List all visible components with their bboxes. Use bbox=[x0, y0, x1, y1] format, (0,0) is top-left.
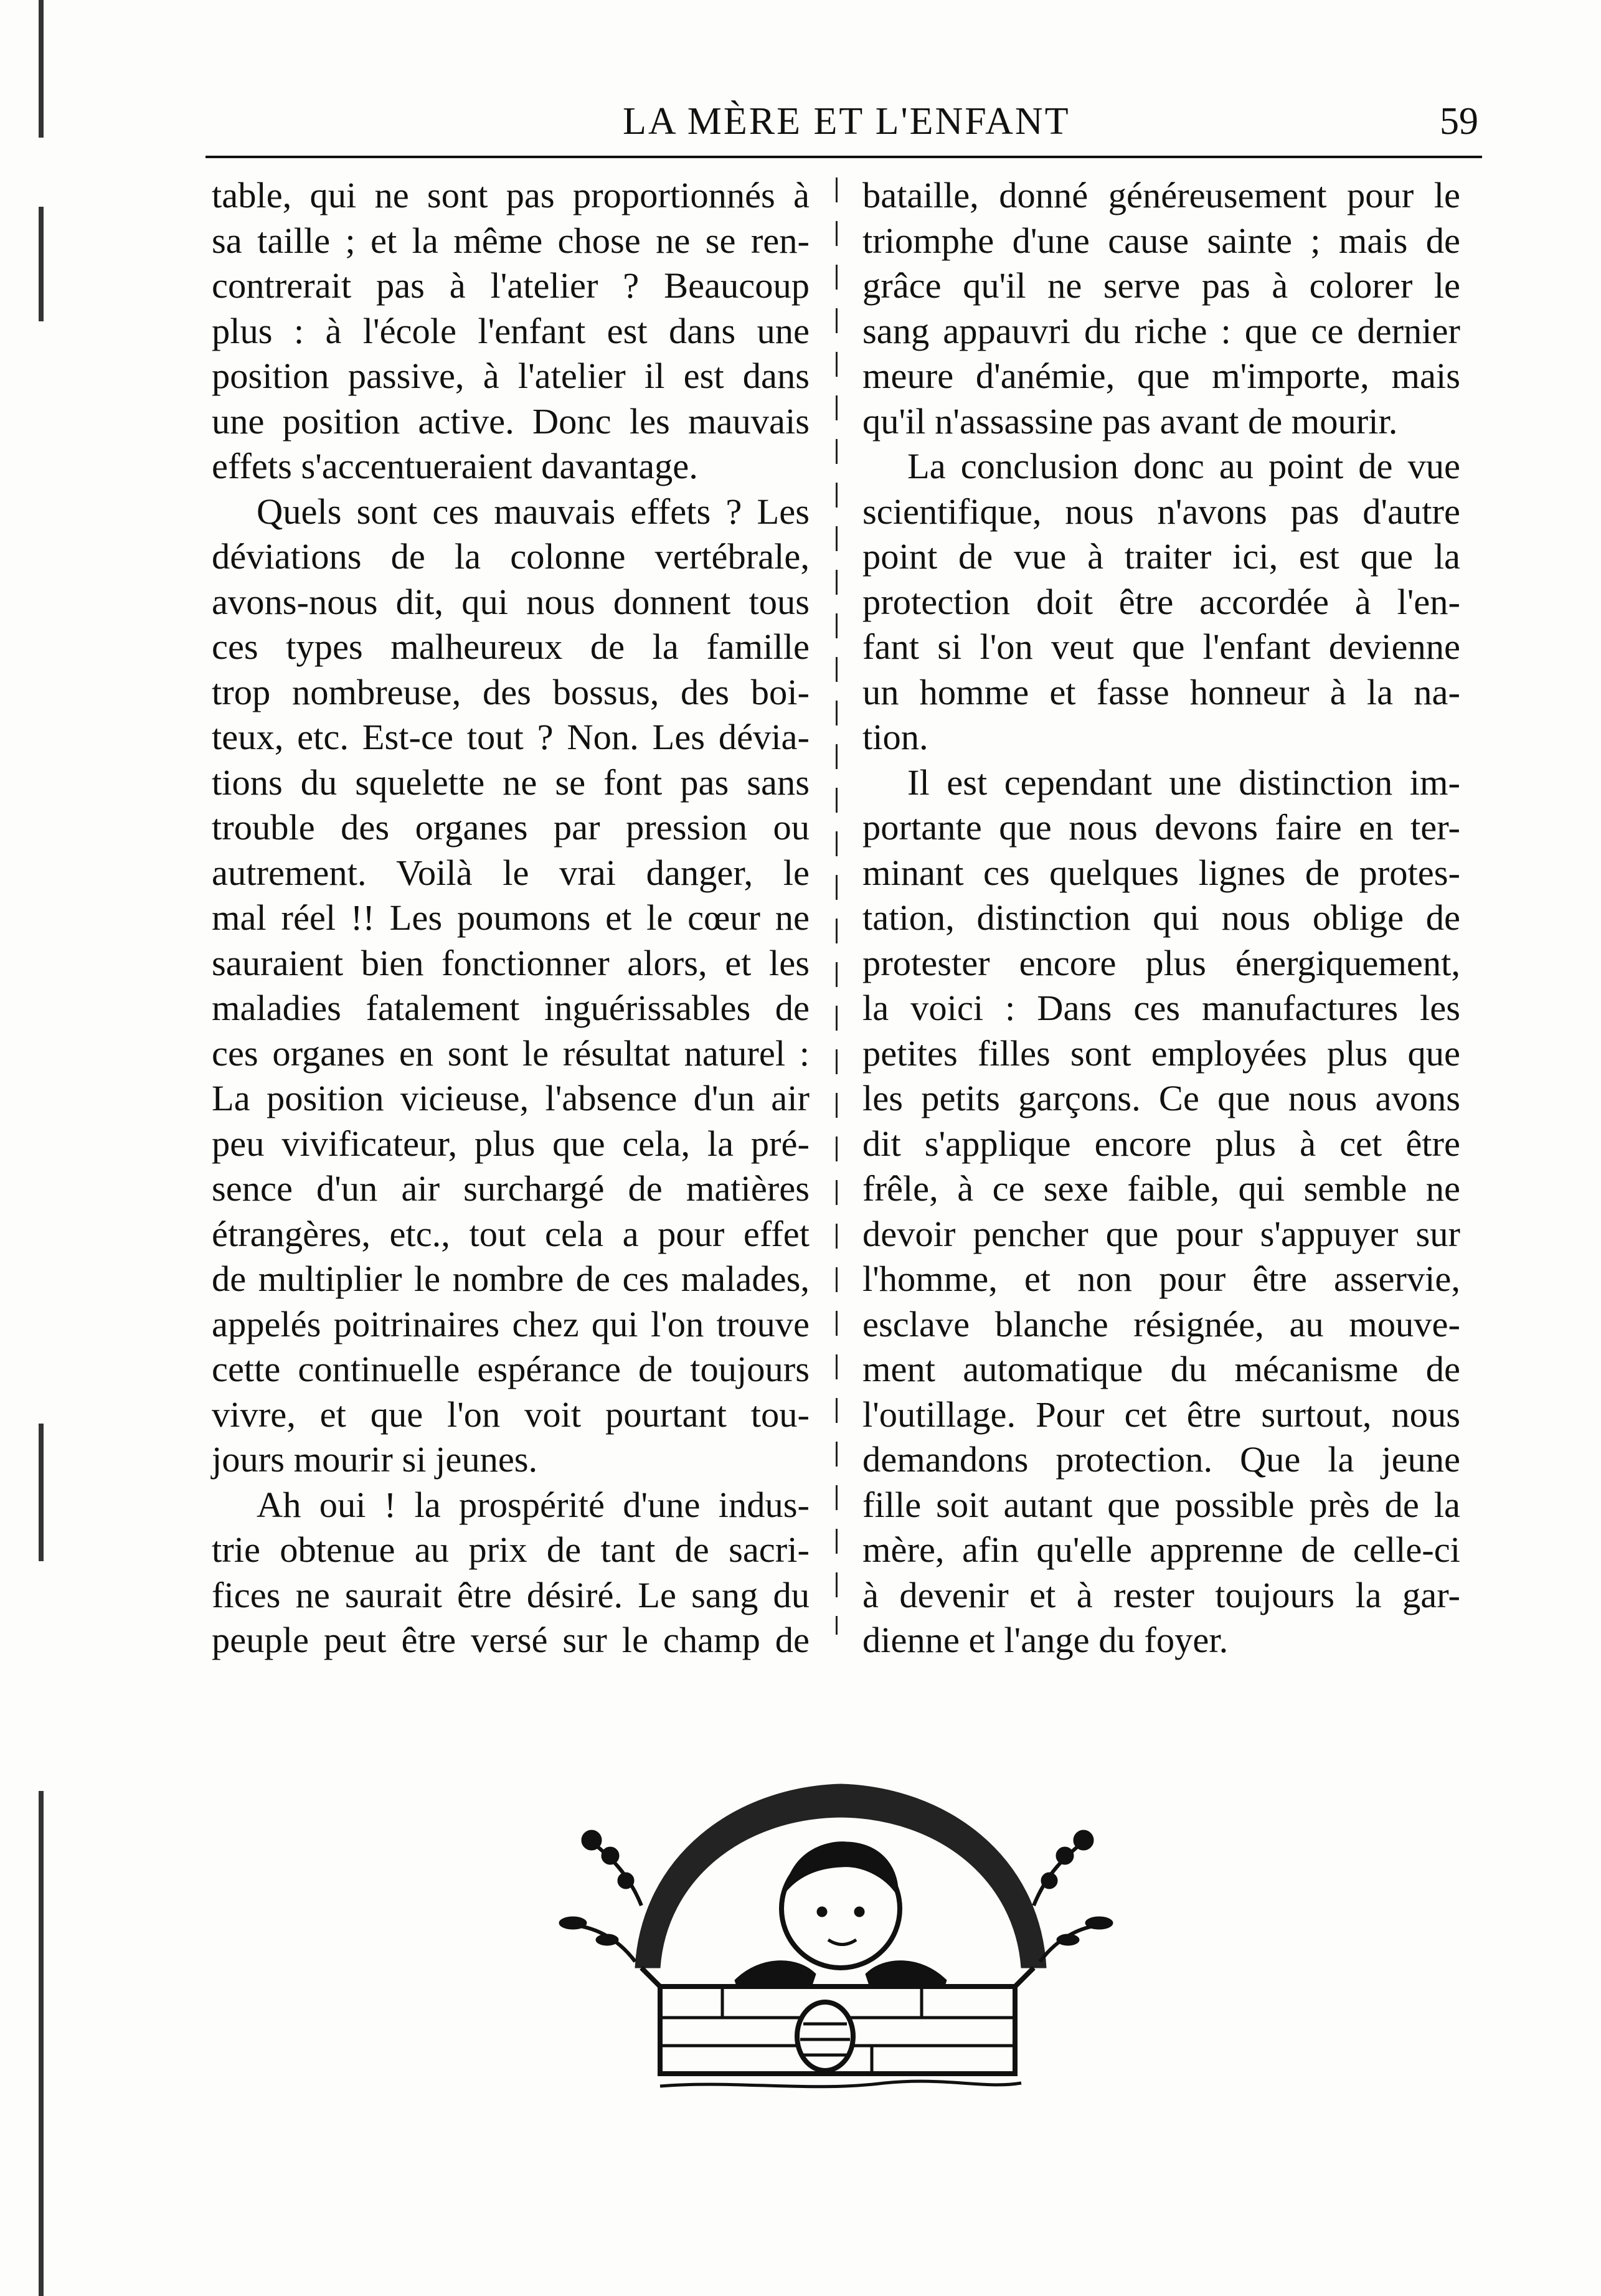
text-line: grâce qu'il ne serve pas à colorer le bbox=[862, 265, 1460, 306]
text-line: frêle, à ce sexe faible, qui semble ne bbox=[862, 1168, 1460, 1209]
text-line: sang appauvri du riche : que ce dernier bbox=[862, 310, 1460, 351]
text-line: plus : à l'école l'enfant est dans une bbox=[212, 310, 810, 351]
text-line: ces types malheureux de la famille bbox=[212, 626, 810, 667]
text-line: fille soit autant que possible près de la bbox=[862, 1484, 1460, 1525]
text-line: minant ces quelques lignes de protes- bbox=[862, 852, 1460, 893]
text-line: tion. bbox=[862, 717, 928, 757]
text-line: l'homme, et non pour être asservie, bbox=[862, 1259, 1460, 1299]
text-line: appelés poitrinaires chez qui l'on trouve bbox=[212, 1303, 810, 1344]
text-line: peuple peut être versé sur le champ de bbox=[212, 1620, 810, 1660]
text-line: dit s'applique encore plus à cet être bbox=[862, 1123, 1460, 1164]
text-line: trop nombreuse, des bossus, des boi- bbox=[212, 671, 810, 712]
text-line: triomphe d'une cause sainte ; mais de bbox=[862, 220, 1460, 261]
text-line: La position vicieuse, l'absence d'un air bbox=[212, 1078, 810, 1118]
text-line: sa taille ; et la même chose ne se ren- bbox=[212, 220, 810, 261]
running-header bbox=[205, 87, 1482, 158]
text-line: Il est cependant une distinction im- bbox=[907, 762, 1460, 803]
text-line: la voici : Dans ces manufactures les bbox=[862, 988, 1460, 1028]
right-text-column bbox=[862, 173, 1460, 1663]
text-line: table, qui ne sont pas proportionnés à bbox=[212, 175, 810, 215]
text-line: scientifique, nous n'avons pas d'autre bbox=[862, 491, 1460, 532]
text-line: les petits garçons. Ce que nous avons bbox=[862, 1078, 1460, 1118]
text-line: tions du squelette ne se font pas sans bbox=[212, 762, 810, 803]
text-line: une position active. Donc les mauvais bbox=[212, 400, 810, 442]
text-line: Ah oui ! la prospérité d'une indus- bbox=[257, 1484, 810, 1525]
text-line: mal réel !! Les poumons et le cœur ne bbox=[212, 897, 810, 938]
text-line: de multiplier le nombre de ces malades, bbox=[212, 1259, 810, 1299]
text-line: petites filles sont employées plus que bbox=[862, 1032, 1460, 1074]
text-line: sauraient bien fonctionner alors, et les bbox=[212, 942, 810, 983]
page-number: 59 bbox=[1440, 100, 1478, 143]
text-line: maladies fatalement inguérissables de bbox=[212, 988, 810, 1028]
text-line: portante que nous devons faire en ter- bbox=[862, 807, 1460, 848]
text-line: bataille, donné généreusement pour le bbox=[862, 175, 1460, 215]
text-line: trouble des organes par pression ou bbox=[212, 807, 810, 848]
text-line: déviations de la colonne vertébrale, bbox=[212, 536, 810, 577]
text-line: Quels sont ces mauvais effets ? Les bbox=[257, 491, 810, 532]
text-line: point de vue à traiter ici, est que la bbox=[862, 536, 1460, 577]
text-line: qu'il n'assassine pas avant de mourir. bbox=[862, 400, 1398, 442]
text-line: autrement. Voilà le vrai danger, le bbox=[212, 852, 810, 893]
text-line: La conclusion donc au point de vue bbox=[907, 446, 1460, 486]
text-line: demandons protection. Que la jeune bbox=[862, 1439, 1460, 1480]
child-vignette-illustration bbox=[548, 1762, 1127, 2111]
text-line: position passive, à l'atelier il est dans bbox=[212, 356, 810, 396]
text-line: jours mourir si jeunes. bbox=[212, 1439, 538, 1480]
text-line: vivre, et que l'on voit pourtant tou- bbox=[212, 1394, 810, 1435]
text-line: fant si l'on veut que l'enfant devienne bbox=[862, 626, 1460, 667]
text-line: fices ne saurait être désiré. Le sang du bbox=[212, 1574, 810, 1615]
text-line: protester encore plus énergiquement, bbox=[862, 942, 1460, 983]
page-binding-edge bbox=[39, 0, 44, 2296]
text-line: protection doit être accordée à l'en- bbox=[862, 581, 1460, 622]
running-title: LA MÈRE ET L'ENFANT bbox=[623, 100, 1070, 143]
text-line: cette continuelle espérance de toujours bbox=[212, 1349, 810, 1389]
text-line: avons-nous dit, qui nous donnent tous bbox=[212, 581, 810, 622]
text-line: meure d'anémie, que m'importe, mais bbox=[862, 356, 1460, 396]
text-line: trie obtenue au prix de tant de sacri- bbox=[212, 1529, 810, 1570]
text-line: peu vivificateur, plus que cela, la pré- bbox=[212, 1123, 810, 1164]
text-line: un homme et fasse honneur à la na- bbox=[862, 671, 1460, 712]
text-line: tation, distinction qui nous oblige de bbox=[862, 897, 1460, 938]
text-line: mère, afin qu'elle apprenne de celle-ci bbox=[862, 1529, 1460, 1570]
text-line: teux, etc. Est-ce tout ? Non. Les dévia- bbox=[212, 717, 810, 757]
left-text-column bbox=[212, 173, 810, 1663]
text-line: dienne et l'ange du foyer. bbox=[862, 1620, 1229, 1660]
text-line: devoir pencher que pour s'appuyer sur bbox=[862, 1213, 1460, 1254]
text-line: esclave blanche résignée, au mouve- bbox=[862, 1303, 1460, 1344]
text-line: à devenir et à rester toujours la gar- bbox=[862, 1574, 1460, 1615]
text-line: contrerait pas à l'atelier ? Beaucoup bbox=[212, 265, 810, 306]
column-divider bbox=[836, 177, 838, 1635]
text-line: ment automatique du mécanisme de bbox=[862, 1349, 1460, 1389]
text-line: étrangères, etc., tout cela a pour effet bbox=[212, 1213, 810, 1254]
text-line: l'outillage. Pour cet être surtout, nous bbox=[862, 1394, 1460, 1435]
text-line: effets s'accentueraient davantage. bbox=[212, 446, 698, 486]
text-line: ces organes en sont le résultat naturel : bbox=[212, 1032, 810, 1074]
text-line: sence d'un air surchargé de matières bbox=[212, 1168, 810, 1209]
